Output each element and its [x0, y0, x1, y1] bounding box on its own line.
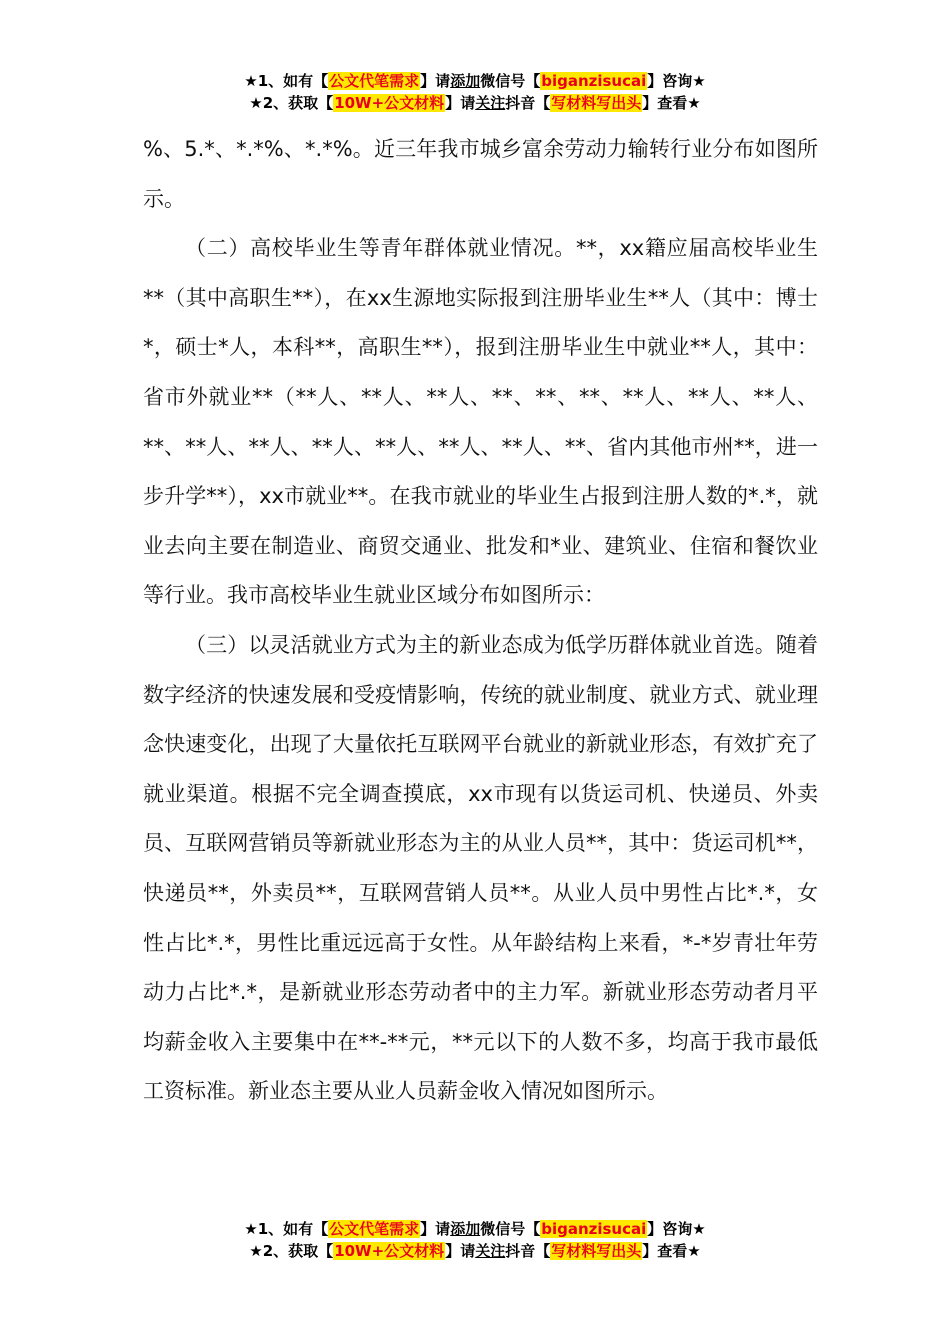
banner-text: 】请: [445, 94, 476, 112]
banner-keyword: 添加: [450, 72, 481, 90]
header-banner: [0, 70, 950, 114]
banner-text: 微信号【: [480, 72, 541, 90]
paragraph-graduates: （二）高校毕业生等青年群体就业情况。**，xx籍应届高校毕业生**（其中高职生**），在xx生源地实际报到注册毕业生**人（其中：博士*，硕士*人，本科**，高职生**），报到注册毕业生中就业**人，其中：省市外就业**（**人、**人、**人、**、**、**、**人、**人、**人、**、**人、**人、**人、**人、**人、**人、**、省内其他市州**，进一步升学**），xx市就业**。在我市就业的毕业生占报到注册人数的*.*，就业去向主要在制造业、商贸交通业、批发和*业、建筑业、住宿和餐饮业等行业。我市高校毕业生就业区域分布如图所示：: [143, 236, 818, 608]
banner-text: 】咨询★: [647, 1220, 706, 1238]
banner-text: 抖音【: [505, 94, 551, 112]
banner-line-1: [0, 1218, 950, 1240]
banner-text: 抖音【: [505, 1242, 551, 1260]
banner-keyword: 关注: [475, 94, 506, 112]
banner-highlight: 公文代笔需求: [329, 1220, 420, 1238]
banner-text: 微信号【: [480, 1220, 541, 1238]
banner-text: 】查看★: [642, 1242, 701, 1260]
banner-highlight: biganzisucai: [541, 1220, 647, 1238]
banner-highlight: 10W+公文材料: [334, 1242, 445, 1260]
banner-text: ★1、如有【: [244, 72, 329, 90]
banner-text: ★1、如有【: [244, 1220, 329, 1238]
banner-text: 】查看★: [642, 94, 701, 112]
banner-text: ★2、获取【: [249, 94, 334, 112]
footer-banner: [0, 1218, 950, 1262]
banner-line-1: [0, 70, 950, 92]
banner-line-2: [0, 1240, 950, 1262]
banner-highlight: 公文代笔需求: [329, 72, 420, 90]
banner-highlight: 写材料写出头: [551, 1242, 642, 1260]
banner-text: ★2、获取【: [249, 1242, 334, 1260]
document-body: [143, 125, 818, 1117]
banner-keyword: 添加: [450, 1220, 481, 1238]
banner-text: 】请: [420, 72, 451, 90]
banner-text: 】咨询★: [647, 72, 706, 90]
banner-highlight: 写材料写出头: [551, 94, 642, 112]
banner-highlight: 10W+公文材料: [334, 94, 445, 112]
banner-highlight: biganzisucai: [541, 72, 647, 90]
banner-text: 】请: [420, 1220, 451, 1238]
banner-text: 】请: [445, 1242, 476, 1260]
paragraph-continuation: %、5.*、*.*%、*.*%。近三年我市城乡富余劳动力输转行业分布如图所示。: [143, 137, 818, 211]
banner-line-2: [0, 92, 950, 114]
paragraph-new-business: （三）以灵活就业方式为主的新业态成为低学历群体就业首选。随着数字经济的快速发展和受疫情影响，传统的就业制度、就业方式、就业理念快速变化，出现了大量依托互联网平台就业的新就业形态，有效扩充了就业渠道。根据不完全调查摸底，xx市现有以货运司机、快递员、外卖员、互联网营销员等新就业形态为主的从业人员**，其中：货运司机**，快递员**，外卖员**，互联网营销人员**。从业人员中男性占比*.*，女性占比*.*，男性比重远远高于女性。从年龄结构上来看，*-*岁青壮年劳动力占比*.*，是新就业形态劳动者中的主力军。新就业形态劳动者月平均薪金收入主要集中在**-**元，**元以下的人数不多，均高于我市最低工资标准。新业态主要从业人员薪金收入情况如图所示。: [143, 632, 818, 1104]
banner-keyword: 关注: [475, 1242, 506, 1260]
